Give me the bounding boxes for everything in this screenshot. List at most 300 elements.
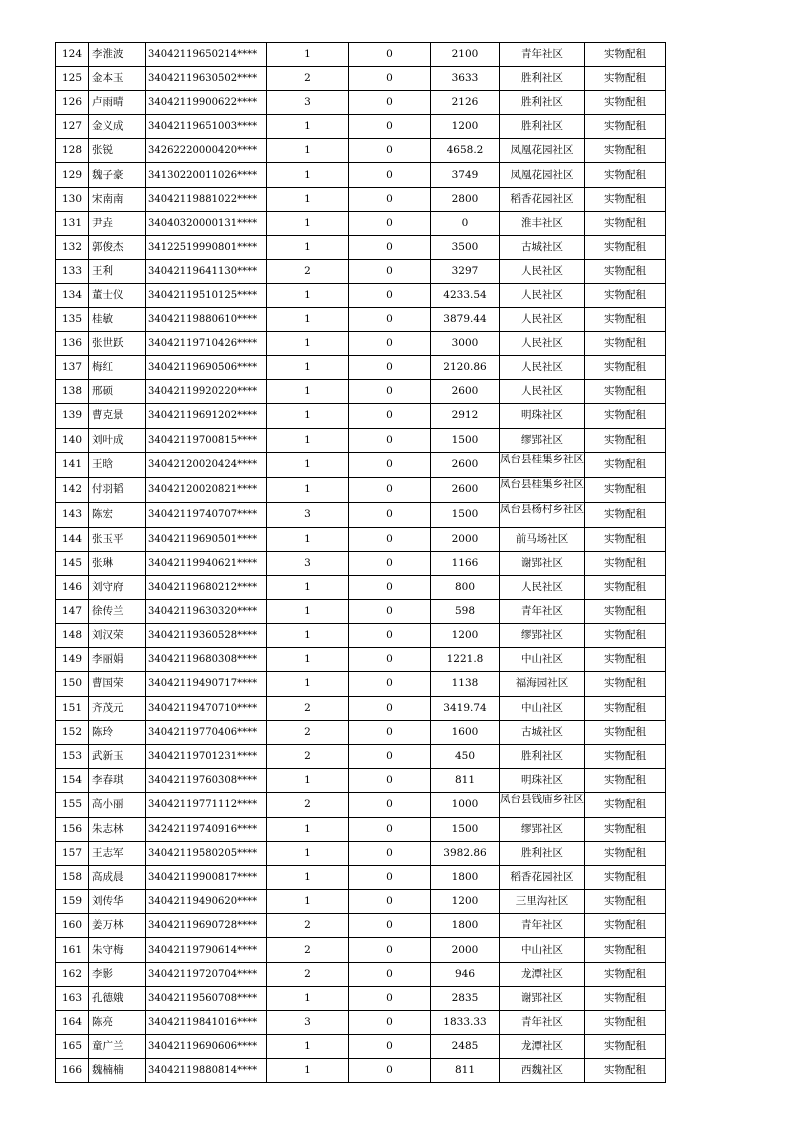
id-number-cell: 34042119651003**** [146, 115, 267, 139]
allocation-type-cell: 实物配租 [585, 380, 666, 404]
row-number-cell: 159 [56, 890, 89, 914]
income-amount-cell: 1221.8 [431, 648, 500, 672]
id-number-cell: 34042119690506**** [146, 356, 267, 380]
zero-value-cell: 0 [349, 404, 431, 428]
community-cell: 凤凰花园社区 [500, 163, 585, 187]
community-cell: 青年社区 [500, 43, 585, 67]
allocation-type-cell: 实物配租 [585, 1010, 666, 1034]
community-label: 凤台县桂集乡社区 [500, 453, 584, 465]
income-amount-cell: 1200 [431, 624, 500, 648]
zero-value-cell: 0 [349, 67, 431, 91]
row-number-cell: 141 [56, 452, 89, 477]
applicant-name-cell: 张锐 [89, 139, 146, 163]
table-row [56, 720, 666, 744]
allocation-type-cell: 实物配租 [585, 356, 666, 380]
table-row [56, 648, 666, 672]
applicant-name-cell: 邢硕 [89, 380, 146, 404]
table-row [56, 818, 666, 842]
row-number-cell: 131 [56, 211, 89, 235]
applicant-name-cell: 王志军 [89, 842, 146, 866]
zero-value-cell: 0 [349, 914, 431, 938]
id-number-cell: 34042119880610**** [146, 308, 267, 332]
income-amount-cell: 1500 [431, 818, 500, 842]
zero-value-cell: 0 [349, 163, 431, 187]
row-number-cell: 137 [56, 356, 89, 380]
allocation-type-cell: 实物配租 [585, 818, 666, 842]
allocation-type-cell: 实物配租 [585, 259, 666, 283]
community-cell [500, 452, 585, 477]
id-number-cell: 34042119650214**** [146, 43, 267, 67]
household-size-cell: 1 [267, 576, 349, 600]
allocation-type-cell: 实物配租 [585, 866, 666, 890]
household-size-cell: 1 [267, 452, 349, 477]
row-number-cell: 132 [56, 235, 89, 259]
household-size-cell: 2 [267, 696, 349, 720]
row-number-cell: 142 [56, 477, 89, 502]
household-size-cell: 2 [267, 744, 349, 768]
community-cell: 明珠社区 [500, 404, 585, 428]
row-number-cell: 151 [56, 696, 89, 720]
community-cell: 西魏社区 [500, 1058, 585, 1082]
zero-value-cell: 0 [349, 115, 431, 139]
applicant-name-cell: 曹国荣 [89, 672, 146, 696]
income-amount-cell: 1000 [431, 792, 500, 817]
row-number-cell: 155 [56, 792, 89, 817]
id-number-cell: 34042119560708**** [146, 986, 267, 1010]
zero-value-cell: 0 [349, 380, 431, 404]
zero-value-cell: 0 [349, 576, 431, 600]
household-size-cell: 3 [267, 551, 349, 575]
allocation-type-cell: 实物配租 [585, 477, 666, 502]
id-number-cell: 34042119701231**** [146, 744, 267, 768]
id-number-cell: 34042119920220**** [146, 380, 267, 404]
household-size-cell: 1 [267, 672, 349, 696]
zero-value-cell: 0 [349, 624, 431, 648]
income-amount-cell: 450 [431, 744, 500, 768]
allocation-type-cell: 实物配租 [585, 235, 666, 259]
table-row [56, 380, 666, 404]
id-number-cell: 34042119641130**** [146, 259, 267, 283]
allocation-type-cell: 实物配租 [585, 115, 666, 139]
id-number-cell: 34262220000420**** [146, 139, 267, 163]
applicant-name-cell: 童广兰 [89, 1034, 146, 1058]
household-size-cell: 1 [267, 380, 349, 404]
id-number-cell: 34042119770406**** [146, 720, 267, 744]
community-cell [500, 502, 585, 527]
community-cell: 中山社区 [500, 696, 585, 720]
zero-value-cell: 0 [349, 428, 431, 452]
allocation-type-cell: 实物配租 [585, 914, 666, 938]
community-cell: 青年社区 [500, 1010, 585, 1034]
applicant-name-cell: 李丽娟 [89, 648, 146, 672]
zero-value-cell: 0 [349, 648, 431, 672]
row-number-cell: 156 [56, 818, 89, 842]
allocation-type-cell: 实物配租 [585, 43, 666, 67]
row-number-cell: 135 [56, 308, 89, 332]
id-number-cell: 34042119900622**** [146, 91, 267, 115]
income-amount-cell: 2100 [431, 43, 500, 67]
table-row [56, 235, 666, 259]
zero-value-cell: 0 [349, 768, 431, 792]
household-size-cell: 1 [267, 818, 349, 842]
table-row [56, 404, 666, 428]
table-row [56, 356, 666, 380]
row-number-cell: 136 [56, 332, 89, 356]
id-number-cell: 34042119580205**** [146, 842, 267, 866]
id-number-cell: 34130220011026**** [146, 163, 267, 187]
household-size-cell: 3 [267, 502, 349, 527]
community-cell: 古城社区 [500, 235, 585, 259]
row-number-cell: 125 [56, 67, 89, 91]
community-cell: 古城社区 [500, 720, 585, 744]
income-amount-cell: 1800 [431, 866, 500, 890]
table-row [56, 187, 666, 211]
household-size-cell: 1 [267, 235, 349, 259]
zero-value-cell: 0 [349, 477, 431, 502]
applicant-name-cell: 陈宏 [89, 502, 146, 527]
community-cell: 缪郢社区 [500, 624, 585, 648]
income-amount-cell: 4233.54 [431, 283, 500, 307]
id-number-cell: 34042119691202**** [146, 404, 267, 428]
row-number-cell: 166 [56, 1058, 89, 1082]
applicant-name-cell: 张玉平 [89, 527, 146, 551]
allocation-type-cell: 实物配租 [585, 163, 666, 187]
income-amount-cell: 3633 [431, 67, 500, 91]
zero-value-cell: 0 [349, 720, 431, 744]
table-row [56, 1010, 666, 1034]
table-row [56, 527, 666, 551]
row-number-cell: 150 [56, 672, 89, 696]
community-cell: 淮丰社区 [500, 211, 585, 235]
community-cell: 人民社区 [500, 308, 585, 332]
income-amount-cell: 1600 [431, 720, 500, 744]
allocation-type-cell: 实物配租 [585, 768, 666, 792]
zero-value-cell: 0 [349, 986, 431, 1010]
zero-value-cell: 0 [349, 139, 431, 163]
household-size-cell: 1 [267, 1058, 349, 1082]
id-number-cell: 34042119740707**** [146, 502, 267, 527]
table-row [56, 283, 666, 307]
row-number-cell: 153 [56, 744, 89, 768]
table-row [56, 115, 666, 139]
community-cell: 中山社区 [500, 938, 585, 962]
row-number-cell: 128 [56, 139, 89, 163]
income-amount-cell: 3879.44 [431, 308, 500, 332]
household-size-cell: 1 [267, 332, 349, 356]
id-number-cell: 34042119940621**** [146, 551, 267, 575]
row-number-cell: 126 [56, 91, 89, 115]
community-cell: 胜利社区 [500, 67, 585, 91]
income-amount-cell: 1138 [431, 672, 500, 696]
applicant-name-cell: 郭俊杰 [89, 235, 146, 259]
allocation-type-cell: 实物配租 [585, 576, 666, 600]
id-number-cell: 34242119740916**** [146, 818, 267, 842]
table-row [56, 428, 666, 452]
zero-value-cell: 0 [349, 283, 431, 307]
allocation-type-cell: 实物配租 [585, 648, 666, 672]
applicant-name-cell: 李春琪 [89, 768, 146, 792]
row-number-cell: 127 [56, 115, 89, 139]
allocation-type-cell: 实物配租 [585, 502, 666, 527]
table-row [56, 744, 666, 768]
income-amount-cell: 2835 [431, 986, 500, 1010]
income-amount-cell: 811 [431, 768, 500, 792]
id-number-cell: 34042119470710**** [146, 696, 267, 720]
household-size-cell: 1 [267, 404, 349, 428]
household-size-cell: 2 [267, 914, 349, 938]
income-amount-cell: 2600 [431, 452, 500, 477]
row-number-cell: 161 [56, 938, 89, 962]
row-number-cell: 143 [56, 502, 89, 527]
household-size-cell: 3 [267, 1010, 349, 1034]
applicant-name-cell: 张世跃 [89, 332, 146, 356]
zero-value-cell: 0 [349, 890, 431, 914]
table-row [56, 986, 666, 1010]
id-number-cell: 34042119680308**** [146, 648, 267, 672]
community-cell: 三里沟社区 [500, 890, 585, 914]
community-cell: 谢郢社区 [500, 551, 585, 575]
household-size-cell: 2 [267, 720, 349, 744]
community-cell: 胜利社区 [500, 842, 585, 866]
applicant-name-cell: 齐茂元 [89, 696, 146, 720]
allocation-type-cell: 实物配租 [585, 842, 666, 866]
income-amount-cell: 3749 [431, 163, 500, 187]
community-cell: 中山社区 [500, 648, 585, 672]
income-amount-cell: 2126 [431, 91, 500, 115]
table-row [56, 259, 666, 283]
table-row [56, 452, 666, 477]
zero-value-cell: 0 [349, 91, 431, 115]
applicant-name-cell: 卢雨晴 [89, 91, 146, 115]
household-size-cell: 3 [267, 91, 349, 115]
id-number-cell: 34042119771112**** [146, 792, 267, 817]
table-row [56, 332, 666, 356]
id-number-cell: 34040320000131**** [146, 211, 267, 235]
applicant-name-cell: 陈玲 [89, 720, 146, 744]
income-amount-cell: 1200 [431, 115, 500, 139]
community-cell: 凤凰花园社区 [500, 139, 585, 163]
community-cell: 前马场社区 [500, 527, 585, 551]
community-cell: 胜利社区 [500, 91, 585, 115]
table-row [56, 890, 666, 914]
applicant-name-cell: 魏楠楠 [89, 1058, 146, 1082]
allocation-type-cell: 实物配租 [585, 452, 666, 477]
applicant-name-cell: 高小丽 [89, 792, 146, 817]
zero-value-cell: 0 [349, 842, 431, 866]
community-cell [500, 792, 585, 817]
table-row [56, 866, 666, 890]
income-amount-cell: 2120.86 [431, 356, 500, 380]
zero-value-cell: 0 [349, 672, 431, 696]
applicant-name-cell: 魏子豪 [89, 163, 146, 187]
community-cell: 稻香花园社区 [500, 187, 585, 211]
community-cell: 福海园社区 [500, 672, 585, 696]
row-number-cell: 158 [56, 866, 89, 890]
income-amount-cell: 3500 [431, 235, 500, 259]
id-number-cell: 34042119490717**** [146, 672, 267, 696]
row-number-cell: 165 [56, 1034, 89, 1058]
id-number-cell: 34042119881022**** [146, 187, 267, 211]
applicant-name-cell: 曹克景 [89, 404, 146, 428]
household-size-cell: 1 [267, 866, 349, 890]
household-size-cell: 1 [267, 139, 349, 163]
applicant-name-cell: 陈亮 [89, 1010, 146, 1034]
allocation-type-cell: 实物配租 [585, 962, 666, 986]
table-row [56, 43, 666, 67]
row-number-cell: 148 [56, 624, 89, 648]
household-size-cell: 1 [267, 624, 349, 648]
zero-value-cell: 0 [349, 259, 431, 283]
zero-value-cell: 0 [349, 187, 431, 211]
applicant-name-cell: 王利 [89, 259, 146, 283]
id-number-cell: 34042119841016**** [146, 1010, 267, 1034]
household-size-cell: 2 [267, 938, 349, 962]
income-amount-cell: 2000 [431, 938, 500, 962]
id-number-cell: 34042119510125**** [146, 283, 267, 307]
applicant-name-cell: 董士仪 [89, 283, 146, 307]
id-number-cell: 34042119630320**** [146, 600, 267, 624]
zero-value-cell: 0 [349, 1010, 431, 1034]
table-row [56, 914, 666, 938]
household-size-cell: 1 [267, 600, 349, 624]
table-row [56, 768, 666, 792]
id-number-cell: 34042119690728**** [146, 914, 267, 938]
income-amount-cell: 2800 [431, 187, 500, 211]
community-cell: 青年社区 [500, 914, 585, 938]
household-size-cell: 1 [267, 163, 349, 187]
row-number-cell: 129 [56, 163, 89, 187]
table-row [56, 91, 666, 115]
table-row [56, 938, 666, 962]
row-number-cell: 134 [56, 283, 89, 307]
applicant-name-cell: 尹垚 [89, 211, 146, 235]
income-amount-cell: 3297 [431, 259, 500, 283]
allocation-type-cell: 实物配租 [585, 1034, 666, 1058]
housing-allocation-table [55, 42, 666, 1083]
household-size-cell: 1 [267, 308, 349, 332]
applicant-name-cell: 姜万林 [89, 914, 146, 938]
community-cell: 缪郢社区 [500, 818, 585, 842]
income-amount-cell: 1200 [431, 890, 500, 914]
applicant-name-cell: 张琳 [89, 551, 146, 575]
community-cell: 人民社区 [500, 259, 585, 283]
applicant-name-cell: 付羽韬 [89, 477, 146, 502]
zero-value-cell: 0 [349, 551, 431, 575]
allocation-type-cell: 实物配租 [585, 428, 666, 452]
household-size-cell: 1 [267, 283, 349, 307]
household-size-cell: 1 [267, 986, 349, 1010]
income-amount-cell: 800 [431, 576, 500, 600]
id-number-cell: 34042119720704**** [146, 962, 267, 986]
id-number-cell: 34042119790614**** [146, 938, 267, 962]
income-amount-cell: 1800 [431, 914, 500, 938]
table-row [56, 600, 666, 624]
table-row [56, 576, 666, 600]
applicant-name-cell: 刘汉荣 [89, 624, 146, 648]
zero-value-cell: 0 [349, 600, 431, 624]
zero-value-cell: 0 [349, 866, 431, 890]
income-amount-cell: 3982.86 [431, 842, 500, 866]
id-number-cell: 34042119900817**** [146, 866, 267, 890]
id-number-cell: 34042120020424**** [146, 452, 267, 477]
income-amount-cell: 1166 [431, 551, 500, 575]
table-row [56, 67, 666, 91]
allocation-type-cell: 实物配租 [585, 308, 666, 332]
zero-value-cell: 0 [349, 452, 431, 477]
id-number-cell: 34042119880814**** [146, 1058, 267, 1082]
table-row [56, 163, 666, 187]
zero-value-cell: 0 [349, 211, 431, 235]
table-row [56, 477, 666, 502]
id-number-cell: 34122519990801**** [146, 235, 267, 259]
community-label: 凤台县桂集乡社区 [500, 478, 584, 490]
row-number-cell: 162 [56, 962, 89, 986]
income-amount-cell: 1500 [431, 502, 500, 527]
household-size-cell: 1 [267, 187, 349, 211]
household-size-cell: 1 [267, 1034, 349, 1058]
applicant-name-cell: 桂敏 [89, 308, 146, 332]
applicant-name-cell: 刘传华 [89, 890, 146, 914]
row-number-cell: 147 [56, 600, 89, 624]
income-amount-cell: 1500 [431, 428, 500, 452]
row-number-cell: 144 [56, 527, 89, 551]
row-number-cell: 157 [56, 842, 89, 866]
allocation-type-cell: 实物配租 [585, 211, 666, 235]
income-amount-cell: 2912 [431, 404, 500, 428]
zero-value-cell: 0 [349, 235, 431, 259]
table-row [56, 696, 666, 720]
applicant-name-cell: 朱志林 [89, 818, 146, 842]
household-size-cell: 1 [267, 648, 349, 672]
applicant-name-cell: 武新玉 [89, 744, 146, 768]
allocation-type-cell: 实物配租 [585, 551, 666, 575]
household-size-cell: 1 [267, 842, 349, 866]
applicant-name-cell: 刘守府 [89, 576, 146, 600]
zero-value-cell: 0 [349, 332, 431, 356]
community-cell: 胜利社区 [500, 744, 585, 768]
allocation-type-cell: 实物配租 [585, 283, 666, 307]
household-size-cell: 1 [267, 428, 349, 452]
income-amount-cell: 811 [431, 1058, 500, 1082]
allocation-type-cell: 实物配租 [585, 527, 666, 551]
allocation-type-cell: 实物配租 [585, 139, 666, 163]
row-number-cell: 145 [56, 551, 89, 575]
household-size-cell: 1 [267, 477, 349, 502]
id-number-cell: 34042119680212**** [146, 576, 267, 600]
community-cell: 稻香花园社区 [500, 866, 585, 890]
zero-value-cell: 0 [349, 938, 431, 962]
community-cell: 人民社区 [500, 380, 585, 404]
id-number-cell: 34042119710426**** [146, 332, 267, 356]
allocation-type-cell: 实物配租 [585, 890, 666, 914]
household-size-cell: 1 [267, 115, 349, 139]
zero-value-cell: 0 [349, 43, 431, 67]
row-number-cell: 154 [56, 768, 89, 792]
income-amount-cell: 2485 [431, 1034, 500, 1058]
row-number-cell: 133 [56, 259, 89, 283]
zero-value-cell: 0 [349, 502, 431, 527]
applicant-name-cell: 徐传兰 [89, 600, 146, 624]
community-cell [500, 477, 585, 502]
applicant-name-cell: 李影 [89, 962, 146, 986]
allocation-type-cell: 实物配租 [585, 91, 666, 115]
income-amount-cell: 946 [431, 962, 500, 986]
table-row [56, 672, 666, 696]
allocation-type-cell: 实物配租 [585, 672, 666, 696]
row-number-cell: 130 [56, 187, 89, 211]
allocation-type-cell: 实物配租 [585, 600, 666, 624]
table-row [56, 1034, 666, 1058]
